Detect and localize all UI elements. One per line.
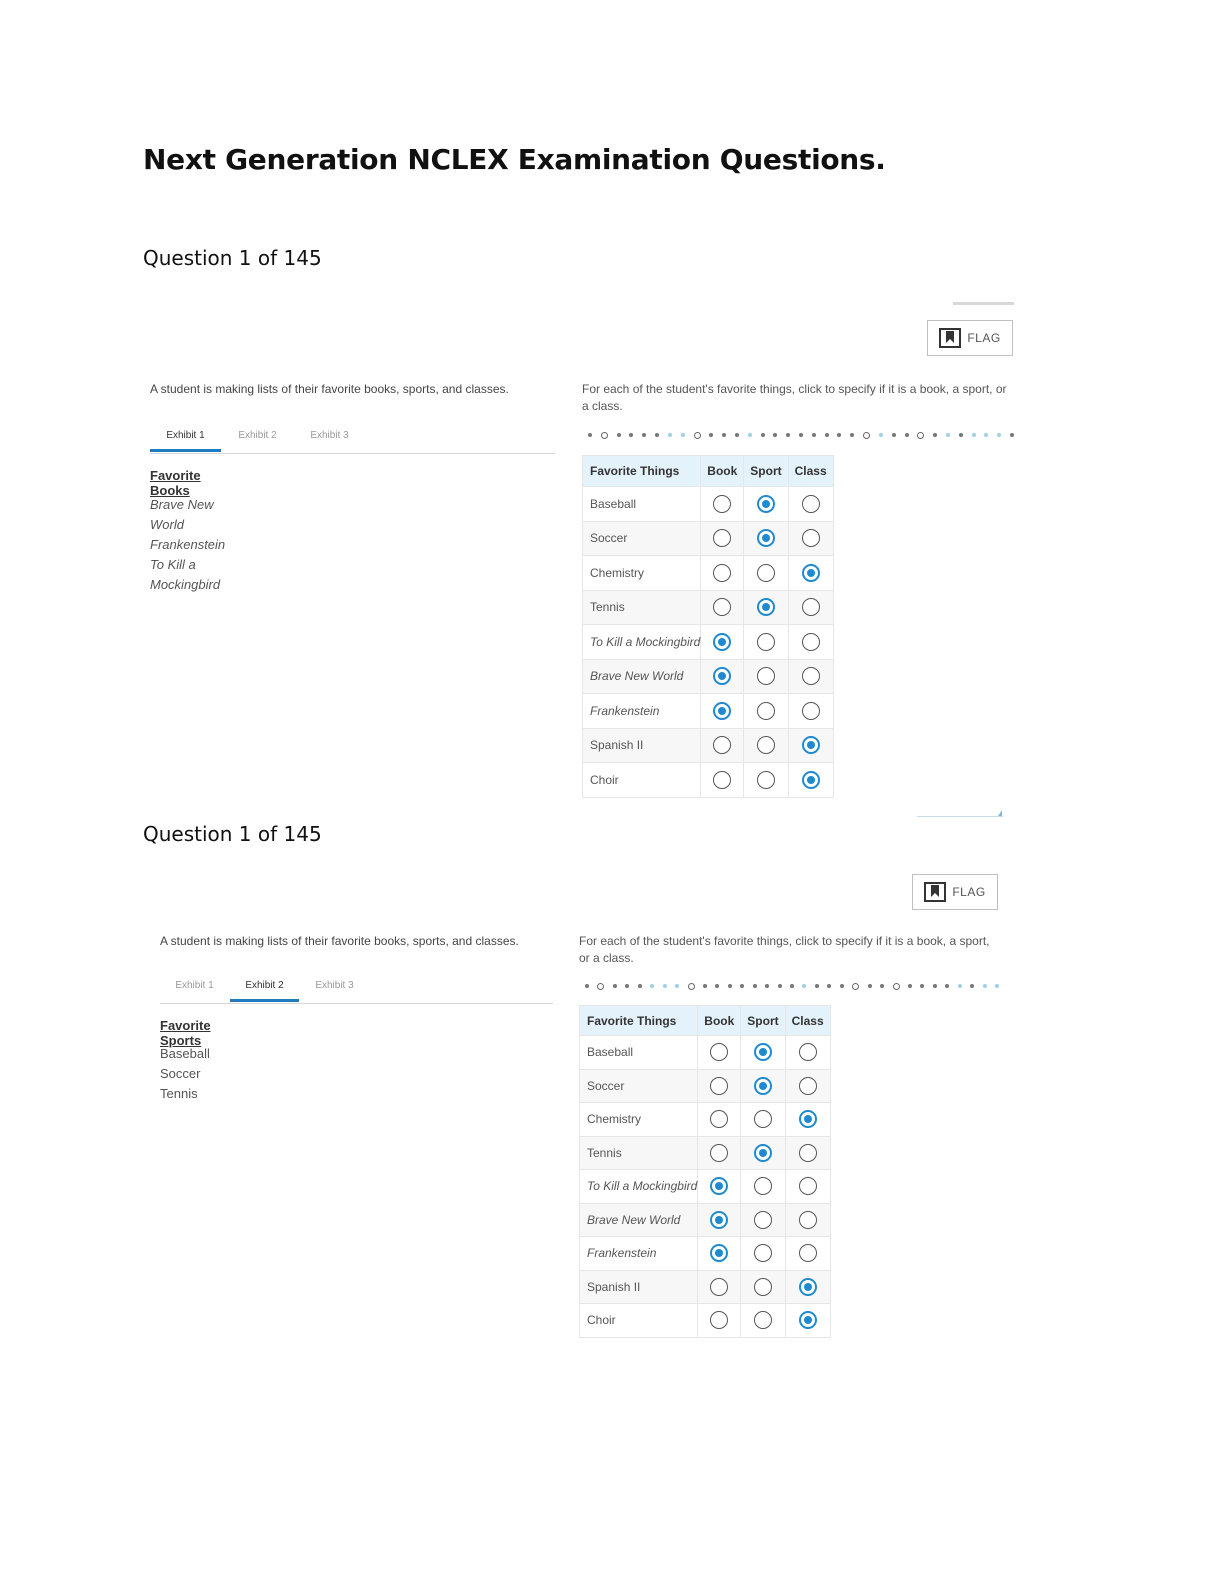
radio-class[interactable] bbox=[799, 1177, 817, 1195]
option-cell-sport bbox=[744, 728, 788, 763]
grid-header-row bbox=[583, 456, 834, 487]
document-title: Next Generation NCLEX Examination Questions. bbox=[143, 143, 886, 176]
option-cell-class bbox=[788, 487, 833, 522]
progress-dot[interactable] bbox=[984, 433, 988, 437]
radio-book[interactable] bbox=[710, 1311, 728, 1329]
exhibit-item: Tennis bbox=[160, 1086, 198, 1101]
radio-book[interactable] bbox=[713, 529, 731, 547]
progress-dot[interactable] bbox=[933, 433, 937, 437]
grid-row bbox=[580, 1237, 831, 1271]
option-cell-class bbox=[785, 1170, 830, 1204]
radio-book[interactable] bbox=[710, 1077, 728, 1095]
tab-exhibit-2[interactable]: Exhibit 2 bbox=[230, 975, 299, 1002]
option-cell-book bbox=[701, 625, 744, 660]
exhibit-list bbox=[160, 1044, 210, 1104]
radio-class[interactable] bbox=[802, 667, 820, 685]
column-header: Class bbox=[785, 1006, 830, 1036]
progress-dot[interactable] bbox=[694, 432, 701, 439]
progress-dot[interactable] bbox=[778, 984, 782, 988]
progress-dot[interactable] bbox=[970, 984, 974, 988]
option-cell-class bbox=[785, 1103, 830, 1137]
progress-dot[interactable] bbox=[850, 433, 854, 437]
option-cell-sport bbox=[744, 659, 788, 694]
progress-dot[interactable] bbox=[740, 984, 744, 988]
row-label: Chemistry bbox=[580, 1103, 698, 1137]
progress-dot[interactable] bbox=[958, 984, 962, 988]
row-label: Choir bbox=[583, 763, 701, 798]
option-cell-sport bbox=[741, 1203, 785, 1237]
option-cell-class bbox=[788, 590, 833, 625]
tab-exhibit-1[interactable]: Exhibit 1 bbox=[175, 980, 214, 991]
radio-book[interactable] bbox=[713, 702, 731, 720]
row-label: Baseball bbox=[580, 1036, 698, 1070]
radio-sport[interactable] bbox=[757, 736, 775, 754]
progress-dot[interactable] bbox=[933, 984, 937, 988]
exhibit-heading: Favorite Sports bbox=[160, 1018, 211, 1048]
option-cell-book bbox=[698, 1203, 741, 1237]
flag-button[interactable] bbox=[927, 320, 1013, 356]
option-cell-class bbox=[785, 1270, 830, 1304]
radio-class[interactable] bbox=[799, 1110, 817, 1128]
radio-sport[interactable] bbox=[754, 1110, 772, 1128]
progress-dot[interactable] bbox=[825, 433, 829, 437]
row-label: Baseball bbox=[583, 487, 701, 522]
grid-row bbox=[583, 625, 834, 660]
option-cell-sport bbox=[741, 1136, 785, 1170]
option-cell-sport bbox=[741, 1304, 785, 1338]
radio-class[interactable] bbox=[802, 529, 820, 547]
progress-dot[interactable] bbox=[802, 984, 806, 988]
progress-dot[interactable] bbox=[688, 983, 695, 990]
progress-dot[interactable] bbox=[917, 432, 924, 439]
exhibit-item: Baseball bbox=[160, 1046, 210, 1061]
progress-dot[interactable] bbox=[863, 432, 870, 439]
progress-dot[interactable] bbox=[812, 433, 816, 437]
progress-dot[interactable] bbox=[722, 433, 726, 437]
row-label: Soccer bbox=[583, 521, 701, 556]
option-cell-book bbox=[701, 728, 744, 763]
progress-dot[interactable] bbox=[995, 984, 999, 988]
progress-dot[interactable] bbox=[972, 433, 976, 437]
option-cell-book bbox=[698, 1036, 741, 1070]
row-label: Chemistry bbox=[583, 556, 701, 591]
option-cell-book bbox=[701, 556, 744, 591]
option-cell-sport bbox=[744, 694, 788, 729]
progress-dot[interactable] bbox=[703, 984, 707, 988]
option-cell-book bbox=[701, 659, 744, 694]
progress-dot[interactable] bbox=[840, 984, 844, 988]
option-cell-sport bbox=[744, 625, 788, 660]
grid-row bbox=[580, 1069, 831, 1103]
progress-dot[interactable] bbox=[585, 984, 589, 988]
radio-book[interactable] bbox=[713, 771, 731, 789]
radio-book[interactable] bbox=[713, 736, 731, 754]
row-label: Spanish II bbox=[583, 728, 701, 763]
radio-class[interactable] bbox=[802, 633, 820, 651]
radio-sport[interactable] bbox=[754, 1311, 772, 1329]
row-label: Soccer bbox=[580, 1069, 698, 1103]
progress-dot[interactable] bbox=[852, 983, 859, 990]
exhibit-item: Soccer bbox=[160, 1066, 201, 1081]
radio-class[interactable] bbox=[802, 771, 820, 789]
progress-dot[interactable] bbox=[642, 433, 646, 437]
option-cell-book bbox=[701, 521, 744, 556]
scroll-arrow-icon bbox=[998, 810, 1002, 816]
option-cell-sport bbox=[741, 1170, 785, 1204]
radio-sport[interactable] bbox=[754, 1211, 772, 1229]
grid-row bbox=[580, 1136, 831, 1170]
tab-exhibit-2[interactable]: Exhibit 2 bbox=[238, 430, 277, 441]
radio-sport[interactable] bbox=[757, 633, 775, 651]
progress-dot[interactable] bbox=[629, 433, 633, 437]
grid-row bbox=[580, 1270, 831, 1304]
radio-class[interactable] bbox=[802, 564, 820, 582]
row-label: Frankenstein bbox=[580, 1237, 698, 1271]
answer-grid bbox=[579, 1005, 831, 1338]
radio-book[interactable] bbox=[710, 1278, 728, 1296]
exhibit-item: Brave New World bbox=[150, 497, 214, 532]
bookmark-icon bbox=[924, 882, 946, 902]
column-header: Book bbox=[701, 456, 744, 487]
progress-dot[interactable] bbox=[613, 984, 617, 988]
progress-dot[interactable] bbox=[655, 433, 659, 437]
progress-dot[interactable] bbox=[827, 984, 831, 988]
progress-dot[interactable] bbox=[761, 433, 765, 437]
option-cell-sport bbox=[744, 763, 788, 798]
question-1-label: Question 1 of 145 bbox=[143, 246, 322, 270]
grid-row bbox=[583, 763, 834, 798]
option-cell-sport bbox=[744, 521, 788, 556]
radio-class[interactable] bbox=[799, 1244, 817, 1262]
flag-label: FLAG bbox=[967, 331, 1001, 345]
progress-dot[interactable] bbox=[773, 433, 777, 437]
instruction-text: For each of the student's favorite things, click to specify if it is a book, a sport, or a class. bbox=[579, 934, 990, 965]
option-cell-book bbox=[698, 1237, 741, 1271]
exhibit-item: To Kill a Mockingbird bbox=[150, 557, 221, 592]
grid-row bbox=[583, 659, 834, 694]
tab-exhibit-3[interactable]: Exhibit 3 bbox=[310, 430, 349, 441]
radio-sport[interactable] bbox=[757, 598, 775, 616]
option-cell-sport bbox=[741, 1069, 785, 1103]
row-label: Spanish II bbox=[580, 1270, 698, 1304]
option-cell-class bbox=[788, 659, 833, 694]
option-cell-sport bbox=[744, 590, 788, 625]
option-cell-sport bbox=[741, 1237, 785, 1271]
row-label: Frankenstein bbox=[583, 694, 701, 729]
progress-dot[interactable] bbox=[668, 433, 672, 437]
option-cell-book bbox=[698, 1170, 741, 1204]
radio-class[interactable] bbox=[802, 598, 820, 616]
radio-sport[interactable] bbox=[754, 1144, 772, 1162]
bookmark-icon bbox=[939, 328, 961, 348]
grid-row bbox=[580, 1203, 831, 1237]
option-cell-sport bbox=[741, 1270, 785, 1304]
tab-exhibit-3[interactable]: Exhibit 3 bbox=[315, 980, 354, 991]
progress-dot[interactable] bbox=[681, 433, 685, 437]
radio-book[interactable] bbox=[710, 1144, 728, 1162]
option-cell-class bbox=[788, 556, 833, 591]
progress-dot[interactable] bbox=[715, 984, 719, 988]
grid-header-row bbox=[580, 1006, 831, 1036]
option-cell-class bbox=[785, 1203, 830, 1237]
radio-book[interactable] bbox=[710, 1244, 728, 1262]
progress-dot[interactable] bbox=[908, 984, 912, 988]
radio-book[interactable] bbox=[710, 1110, 728, 1128]
option-cell-class bbox=[785, 1036, 830, 1070]
radio-sport[interactable] bbox=[754, 1278, 772, 1296]
radio-class[interactable] bbox=[802, 702, 820, 720]
scroll-track bbox=[917, 816, 1003, 817]
grid-row bbox=[583, 487, 834, 522]
grid-row bbox=[580, 1103, 831, 1137]
progress-dot[interactable] bbox=[1010, 433, 1014, 437]
progress-dot[interactable] bbox=[663, 984, 667, 988]
flag-button[interactable] bbox=[912, 874, 998, 910]
radio-class[interactable] bbox=[799, 1311, 817, 1329]
row-label: To Kill a Mockingbird bbox=[583, 625, 701, 660]
radio-class[interactable] bbox=[799, 1077, 817, 1095]
option-cell-sport bbox=[744, 556, 788, 591]
radio-sport[interactable] bbox=[757, 529, 775, 547]
radio-book[interactable] bbox=[713, 495, 731, 513]
column-header: Favorite Things bbox=[583, 456, 701, 487]
radio-book[interactable] bbox=[713, 598, 731, 616]
option-cell-class bbox=[785, 1136, 830, 1170]
radio-class[interactable] bbox=[799, 1043, 817, 1061]
progress-dot[interactable] bbox=[786, 433, 790, 437]
radio-book[interactable] bbox=[713, 633, 731, 651]
progress-dot[interactable] bbox=[753, 984, 757, 988]
row-label: Tennis bbox=[583, 590, 701, 625]
exhibit-item: Frankenstein bbox=[150, 537, 226, 552]
progress-dot[interactable] bbox=[997, 433, 1001, 437]
progress-dot[interactable] bbox=[790, 984, 794, 988]
row-label: Brave New World bbox=[580, 1203, 698, 1237]
exhibit-list bbox=[150, 495, 225, 595]
option-cell-book bbox=[701, 590, 744, 625]
grid-row bbox=[583, 728, 834, 763]
radio-book[interactable] bbox=[710, 1043, 728, 1061]
option-cell-class bbox=[785, 1304, 830, 1338]
progress-dot[interactable] bbox=[650, 984, 654, 988]
radio-sport[interactable] bbox=[757, 771, 775, 789]
exhibit-heading: Favorite Books bbox=[150, 468, 201, 498]
option-cell-sport bbox=[744, 487, 788, 522]
row-label: Choir bbox=[580, 1304, 698, 1338]
progress-dot[interactable] bbox=[920, 984, 924, 988]
option-cell-book bbox=[698, 1103, 741, 1137]
exhibit-tabs bbox=[150, 425, 555, 454]
progress-dot[interactable] bbox=[588, 433, 592, 437]
radio-sport[interactable] bbox=[754, 1177, 772, 1195]
progress-dot[interactable] bbox=[983, 984, 987, 988]
radio-class[interactable] bbox=[799, 1144, 817, 1162]
option-cell-class bbox=[785, 1237, 830, 1271]
option-cell-class bbox=[788, 521, 833, 556]
option-cell-book bbox=[701, 487, 744, 522]
radio-book[interactable] bbox=[713, 667, 731, 685]
progress-dot[interactable] bbox=[905, 433, 909, 437]
progress-dot[interactable] bbox=[892, 433, 896, 437]
top-divider bbox=[953, 302, 1014, 305]
progress-dots bbox=[585, 982, 999, 990]
grid-row bbox=[583, 694, 834, 729]
progress-dot[interactable] bbox=[748, 433, 752, 437]
progress-dot[interactable] bbox=[601, 432, 608, 439]
radio-book[interactable] bbox=[710, 1211, 728, 1229]
progress-dots bbox=[588, 431, 1014, 439]
radio-sport[interactable] bbox=[757, 702, 775, 720]
progress-dot[interactable] bbox=[880, 984, 884, 988]
progress-dot[interactable] bbox=[765, 984, 769, 988]
radio-sport[interactable] bbox=[757, 667, 775, 685]
radio-sport[interactable] bbox=[754, 1244, 772, 1262]
progress-dot[interactable] bbox=[893, 983, 900, 990]
tab-exhibit-1[interactable]: Exhibit 1 bbox=[150, 425, 221, 452]
radio-sport[interactable] bbox=[757, 495, 775, 513]
progress-dot[interactable] bbox=[868, 984, 872, 988]
column-header: Sport bbox=[744, 456, 788, 487]
option-cell-book bbox=[698, 1270, 741, 1304]
option-cell-book bbox=[701, 694, 744, 729]
radio-sport[interactable] bbox=[754, 1077, 772, 1095]
grid-row bbox=[583, 556, 834, 591]
grid-row bbox=[580, 1036, 831, 1070]
radio-class[interactable] bbox=[802, 736, 820, 754]
progress-dot[interactable] bbox=[638, 984, 642, 988]
option-cell-book bbox=[698, 1304, 741, 1338]
answer-grid bbox=[582, 455, 834, 798]
question-stem: A student is making lists of their favorite books, sports, and classes. bbox=[160, 934, 519, 948]
option-cell-class bbox=[785, 1069, 830, 1103]
column-header: Class bbox=[788, 456, 833, 487]
progress-dot[interactable] bbox=[675, 984, 679, 988]
option-cell-book bbox=[698, 1069, 741, 1103]
column-header: Favorite Things bbox=[580, 1006, 698, 1036]
option-cell-class bbox=[788, 763, 833, 798]
row-label: To Kill a Mockingbird bbox=[580, 1170, 698, 1204]
option-cell-class bbox=[788, 694, 833, 729]
option-cell-sport bbox=[741, 1103, 785, 1137]
radio-sport[interactable] bbox=[754, 1043, 772, 1061]
grid-row bbox=[583, 521, 834, 556]
exhibit-tabs bbox=[160, 975, 553, 1004]
radio-book[interactable] bbox=[710, 1177, 728, 1195]
radio-class[interactable] bbox=[799, 1211, 817, 1229]
progress-dot[interactable] bbox=[728, 984, 732, 988]
radio-book[interactable] bbox=[713, 564, 731, 582]
option-cell-book bbox=[701, 763, 744, 798]
progress-dot[interactable] bbox=[709, 433, 713, 437]
progress-dot[interactable] bbox=[735, 433, 739, 437]
progress-dot[interactable] bbox=[959, 433, 963, 437]
column-header: Book bbox=[698, 1006, 741, 1036]
grid-row bbox=[580, 1304, 831, 1338]
question-2-label: Question 1 of 145 bbox=[143, 822, 322, 846]
progress-dot[interactable] bbox=[625, 984, 629, 988]
progress-dot[interactable] bbox=[617, 433, 621, 437]
grid-row bbox=[580, 1170, 831, 1204]
flag-label: FLAG bbox=[952, 885, 986, 899]
progress-dot[interactable] bbox=[945, 984, 949, 988]
progress-dot[interactable] bbox=[799, 433, 803, 437]
column-header: Sport bbox=[741, 1006, 785, 1036]
radio-class[interactable] bbox=[802, 495, 820, 513]
option-cell-class bbox=[788, 625, 833, 660]
progress-dot[interactable] bbox=[946, 433, 950, 437]
radio-sport[interactable] bbox=[757, 564, 775, 582]
option-cell-book bbox=[698, 1136, 741, 1170]
instruction-text: For each of the student's favorite things, click to specify if it is a book, a sport, or a class. bbox=[582, 382, 1007, 413]
progress-dot[interactable] bbox=[597, 983, 604, 990]
row-label: Brave New World bbox=[583, 659, 701, 694]
question-stem: A student is making lists of their favorite books, sports, and classes. bbox=[150, 382, 509, 396]
progress-dot[interactable] bbox=[815, 984, 819, 988]
radio-class[interactable] bbox=[799, 1278, 817, 1296]
grid-row bbox=[583, 590, 834, 625]
option-cell-class bbox=[788, 728, 833, 763]
option-cell-sport bbox=[741, 1036, 785, 1070]
progress-dot[interactable] bbox=[837, 433, 841, 437]
progress-dot[interactable] bbox=[879, 433, 883, 437]
row-label: Tennis bbox=[580, 1136, 698, 1170]
